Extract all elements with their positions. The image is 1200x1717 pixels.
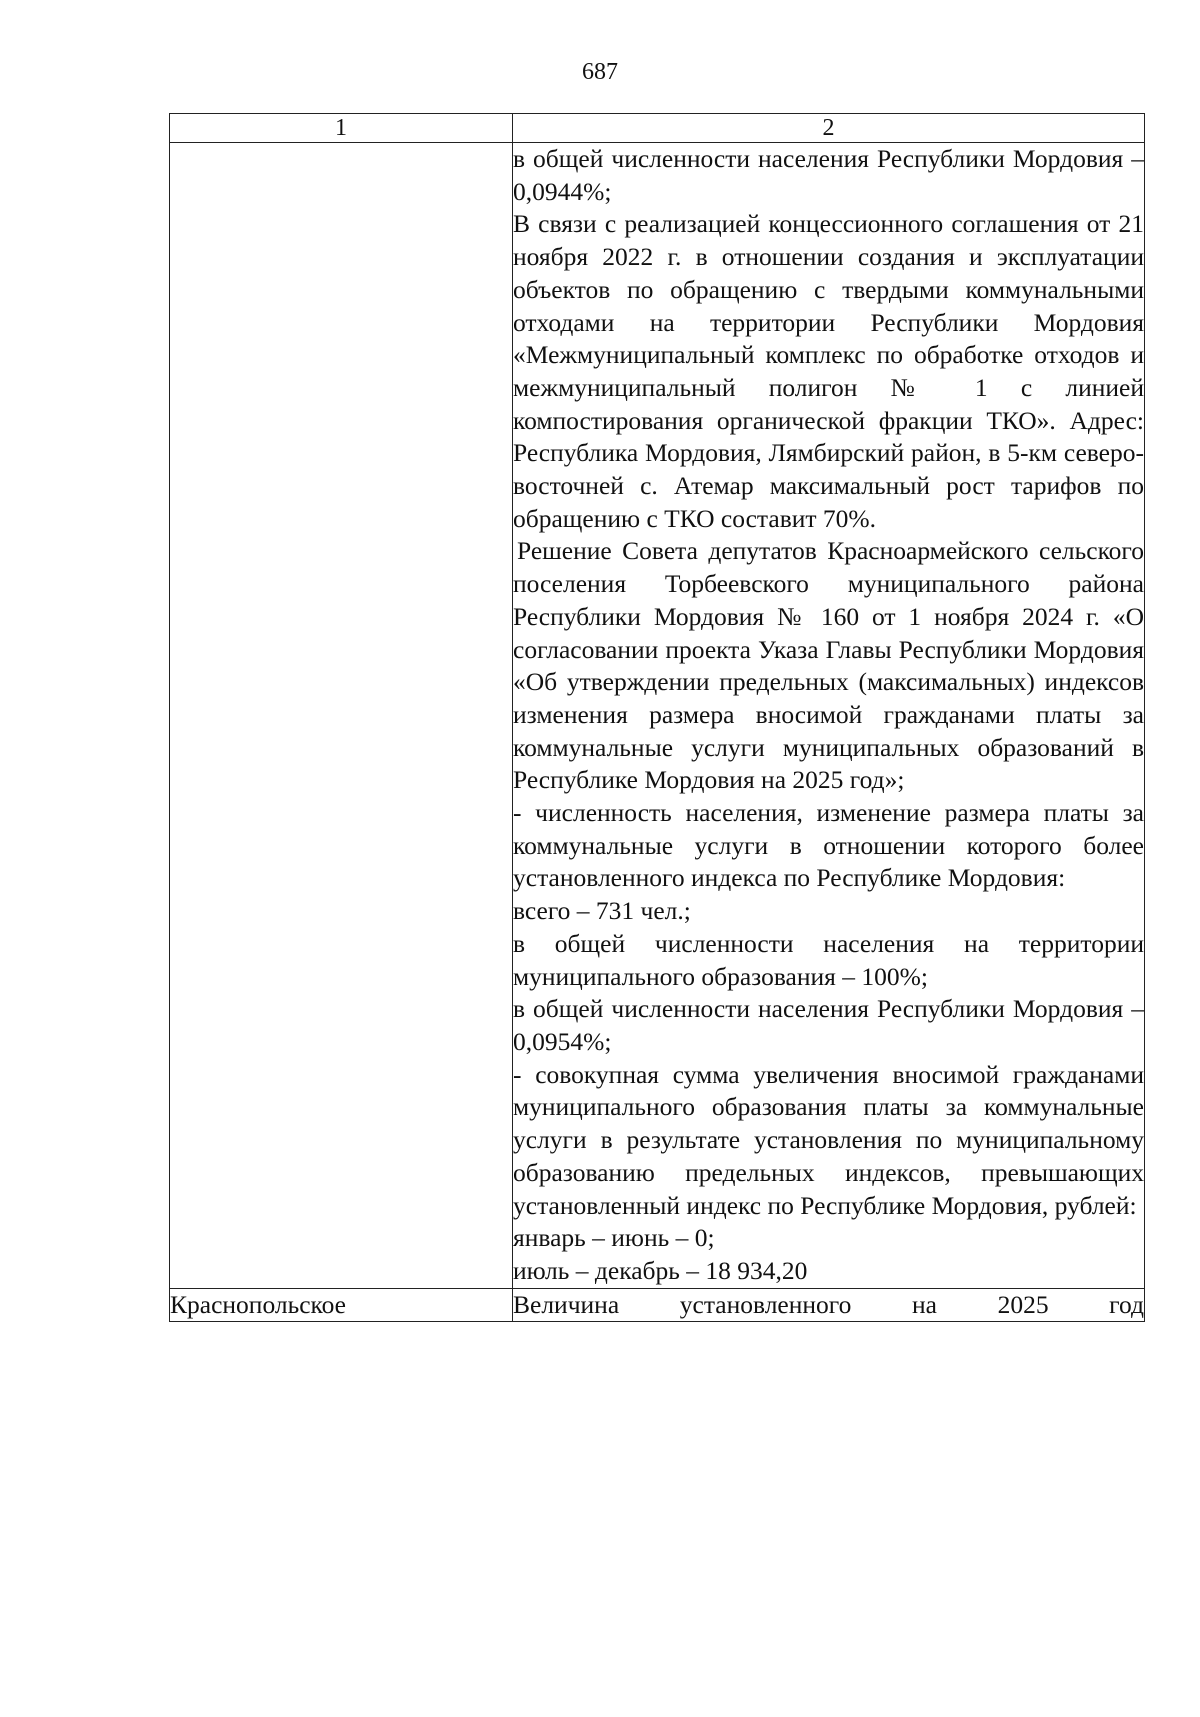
paragraph-republic-share: в общей численности населения Республики Мордовия – 0,0954%;: [513, 994, 1144, 1056]
description-cell-continued: Величина установленного на 2025 год: [513, 1288, 1145, 1321]
municipality-cell-empty: [170, 143, 513, 1289]
paragraph-total-population: всего – 731 чел.;: [513, 896, 691, 926]
paragraph-population-share: в общей численности населения Республики Мордовия – 0,0944%;: [513, 144, 1144, 206]
table-row: [170, 1288, 1145, 1321]
column-header-1: 1: [170, 114, 513, 143]
table-header-row: [170, 114, 1145, 143]
municipality-name: Краснопольское: [170, 1288, 513, 1321]
column-header-2: 2: [513, 114, 1145, 143]
paragraph-council-decision: Решение Совета депутатов Красноармейского сельского поселения Торбеевского муниципального района Республики Мордовия № 160 от 1 ноября 2024 г. «О согласовании проекта Указа Главы Республики Мордовия «Об утверждении предельных (максимальных) индексов изменения размера вносимой гражданами платы за коммунальные услуги муниципальных образований в Республике Мордовия на 2025 год»;: [513, 536, 1144, 795]
description-cell: [513, 143, 1145, 1289]
paragraph-population-count-heading: - численность населения, изменение размера платы за коммунальные услуги в отношении которого более установленного индекса по Республике Мордовия:: [513, 798, 1144, 893]
paragraph-concession: В связи с реализацией концессионного соглашения от 21 ноября 2022 г. в отношении создания и эксплуатации объектов по обращению с твердыми коммунальными отходами на территории Республики Мордовия «Межмуниципальный комплекс по обработке отходов и межмуниципальный полигон № 1 с линией компостирования органической фракции ТКО». Адрес: Республика Мордовия, Лямбирский район, в 5-км северо-восточней с. Атемар максимальный рост тарифов по обращению с ТКО составит 70%.: [513, 209, 1144, 533]
paragraph-municipal-share: в общей численности населения на территории муниципального образования – 100%;: [513, 928, 1144, 991]
paragraph-jul-dec: июль – декабрь – 18 934,20: [513, 1255, 808, 1285]
paragraph-jan-jun: январь – июнь – 0;: [513, 1223, 715, 1253]
document-table: [169, 113, 1145, 1322]
table-row: [170, 143, 1145, 1289]
page-number: 687: [582, 59, 618, 85]
paragraph-payment-increase: - совокупная сумма увеличения вносимой гражданами муниципального образования платы за коммунальные услуги в результате установления по муниципальному образованию предельных индексов, превышающих установленный индекс по Республике Мордовия, рублей:: [513, 1059, 1144, 1220]
